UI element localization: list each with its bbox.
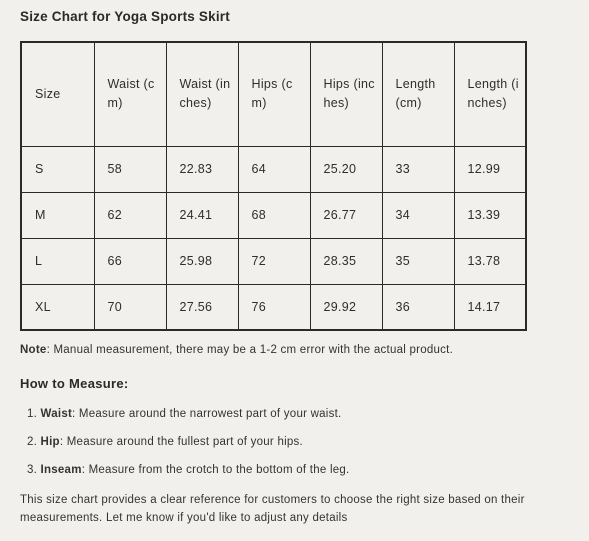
list-item: 2. Hip: Measure around the fullest part of your hips. [27, 436, 303, 448]
table-cell: 70 [94, 284, 166, 330]
table-row [21, 238, 526, 284]
table-cell: 13.78 [454, 238, 526, 284]
table-cell: M [21, 192, 94, 238]
header-length-cm: Length (cm) [382, 42, 454, 146]
table-cell: 13.39 [454, 192, 526, 238]
header-waist-cm: Waist (cm) [94, 42, 166, 146]
table-cell: 28.35 [310, 238, 382, 284]
table-cell: 76 [238, 284, 310, 330]
list-item: 3. Inseam: Measure from the crotch to the bottom of the leg. [27, 464, 350, 476]
measure-steps-list [20, 400, 349, 484]
header-length-inches: Length (inches) [454, 42, 526, 146]
table-cell: 25.98 [166, 238, 238, 284]
table-cell: 66 [94, 238, 166, 284]
header-waist-inches: Waist (inches) [166, 42, 238, 146]
table-cell: 26.77 [310, 192, 382, 238]
table-cell: 24.41 [166, 192, 238, 238]
table-cell: 36 [382, 284, 454, 330]
table-cell: 34 [382, 192, 454, 238]
step-label: Waist [40, 408, 73, 420]
header-size: Size [21, 42, 94, 146]
note-body: : Manual measurement, there may be a 1-2 cm error with the actual product. [46, 344, 454, 356]
footer-paragraph: This size chart provides a clear reference for customers to choose the right size based on their measurements. Let me know if you'd like to adjust any details [20, 494, 525, 524]
table-cell: XL [21, 284, 94, 330]
table-cell: 27.56 [166, 284, 238, 330]
table-cell: 12.99 [454, 146, 526, 192]
table-cell: 35 [382, 238, 454, 284]
page-title: Size Chart for Yoga Sports Skirt [20, 9, 230, 24]
table-cell: 62 [94, 192, 166, 238]
size-table [20, 41, 527, 331]
header-hips-inches: Hips (inches) [310, 42, 382, 146]
table-row [21, 192, 526, 238]
table-cell: 29.92 [310, 284, 382, 330]
step-label: Inseam [40, 464, 82, 476]
table-cell: 64 [238, 146, 310, 192]
table-cell: 14.17 [454, 284, 526, 330]
table-cell: 33 [382, 146, 454, 192]
note-label: Note [20, 344, 47, 356]
header-hips-cm: Hips (cm) [238, 42, 310, 146]
table-cell: 72 [238, 238, 310, 284]
table-cell: L [21, 238, 94, 284]
table-cell: 68 [238, 192, 310, 238]
table-row [21, 146, 526, 192]
table-cell: 22.83 [166, 146, 238, 192]
step-label: Hip [40, 436, 60, 448]
table-cell: S [21, 146, 94, 192]
list-item: 1. Waist: Measure around the narrowest part of your waist. [27, 408, 342, 420]
table-header-row [21, 42, 526, 146]
note-text [20, 344, 453, 356]
table-cell: 25.20 [310, 146, 382, 192]
how-to-measure-heading: How to Measure: [20, 376, 129, 391]
table-row [21, 284, 526, 330]
table-cell: 58 [94, 146, 166, 192]
